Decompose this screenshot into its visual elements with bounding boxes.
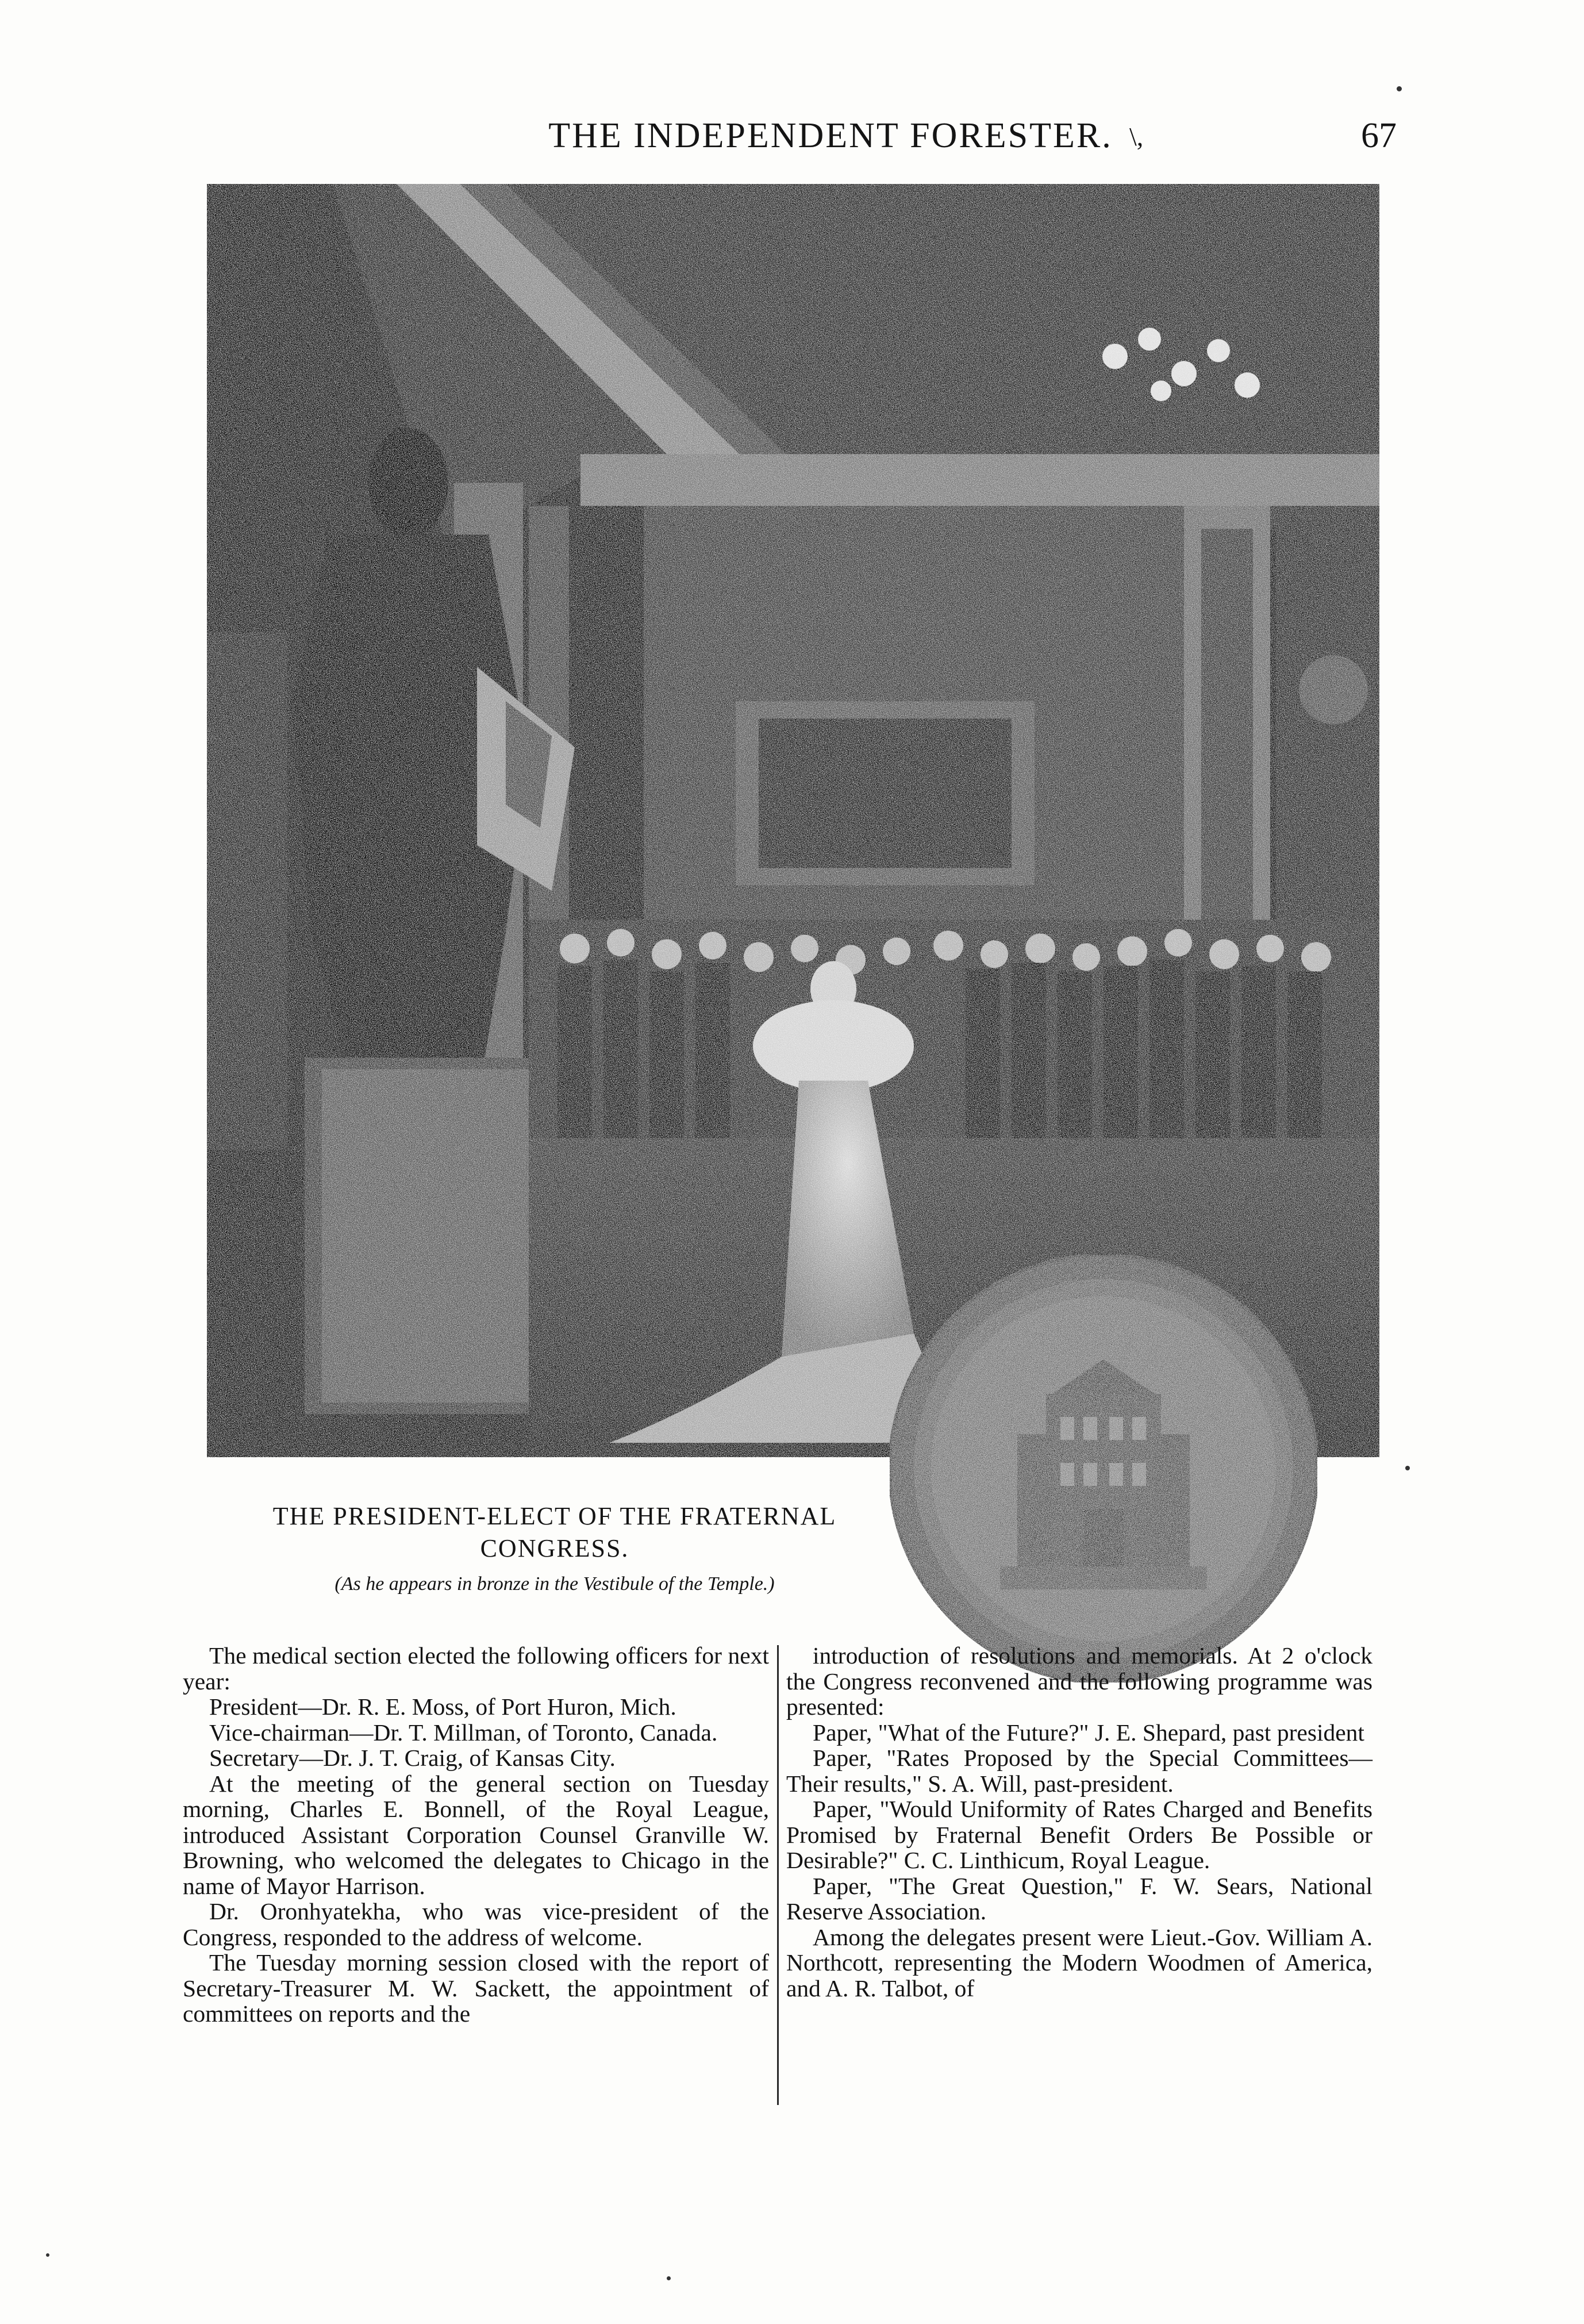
right-paragraph: Paper, "Rates Proposed by the Special Committees—Their results," S. A. Will, past-president.: [786, 1745, 1372, 1797]
scan-speck: [1405, 1466, 1410, 1470]
right-column: [786, 1643, 1372, 2001]
right-paragraph: Among the delegates present were Lieut.-Gov. William A. Northcott, representing the Modern Woodmen of America, and A. R. Talbot, of: [786, 1923, 1372, 2002]
scan-speck: [667, 2276, 671, 2280]
right-paragraph: Paper, "What of the Future?" J. E. Shepard, past president: [813, 1719, 1364, 1746]
figure-caption-title: THE PRESIDENT-ELECT OF THE FRATERNAL CONGRESS.: [272, 1502, 837, 1562]
figure-caption-note: (As he appears in bronze in the Vestibule of the Temple.): [335, 1573, 775, 1595]
page-number: 67: [1361, 116, 1397, 155]
left-paragraph: The medical section elected the following officers for next year:: [183, 1642, 769, 1695]
left-paragraph: Dr. Oronhyatekha, who was vice-president of the Congress, responded to the address of welcome.: [183, 1898, 769, 1950]
left-paragraph: President—Dr. R. E. Moss, of Port Huron, Mich.: [209, 1693, 676, 1720]
right-paragraph: Paper, "Would Uniformity of Rates Charged and Benefits Promised by Fraternal Benefit Orders Be Possible or Desirable?" C. C. Linthicum, Royal League.: [786, 1796, 1372, 1873]
right-paragraph: Paper, "The Great Question," F. W. Sears, National Reserve Association.: [786, 1872, 1372, 1924]
left-paragraph: Secretary—Dr. J. T. Craig, of Kansas City.: [209, 1745, 616, 1771]
scan-mark: \,: [1129, 122, 1144, 151]
left-paragraph: The Tuesday morning session closed with the report of Secretary-Treasurer M. W. Sackett, the appointment of committees on reports and the: [183, 1949, 769, 2027]
scan-speck: [1397, 86, 1402, 91]
left-paragraph: Vice-chairman—Dr. T. Millman, of Toronto, Canada.: [209, 1719, 718, 1746]
running-title: THE INDEPENDENT FORESTER.: [548, 116, 1113, 155]
scan-speck: [46, 2253, 49, 2257]
left-column: [183, 1643, 769, 2027]
right-paragraph: introduction of resolutions and memorials. At 2 o'clock the Congress reconvened and the following programme was presented:: [786, 1642, 1372, 1720]
medallion-photo-icon: [885, 1250, 1322, 1687]
column-divider: [777, 1645, 779, 2105]
left-paragraph: At the meeting of the general section on Tuesday morning, Charles E. Bonnell, of the Royal League, introduced Assistant Corporation Counsel Granville W. Browning, who welcomed the delegates to Chicago in the name of Mayor Harrison.: [183, 1770, 769, 1899]
